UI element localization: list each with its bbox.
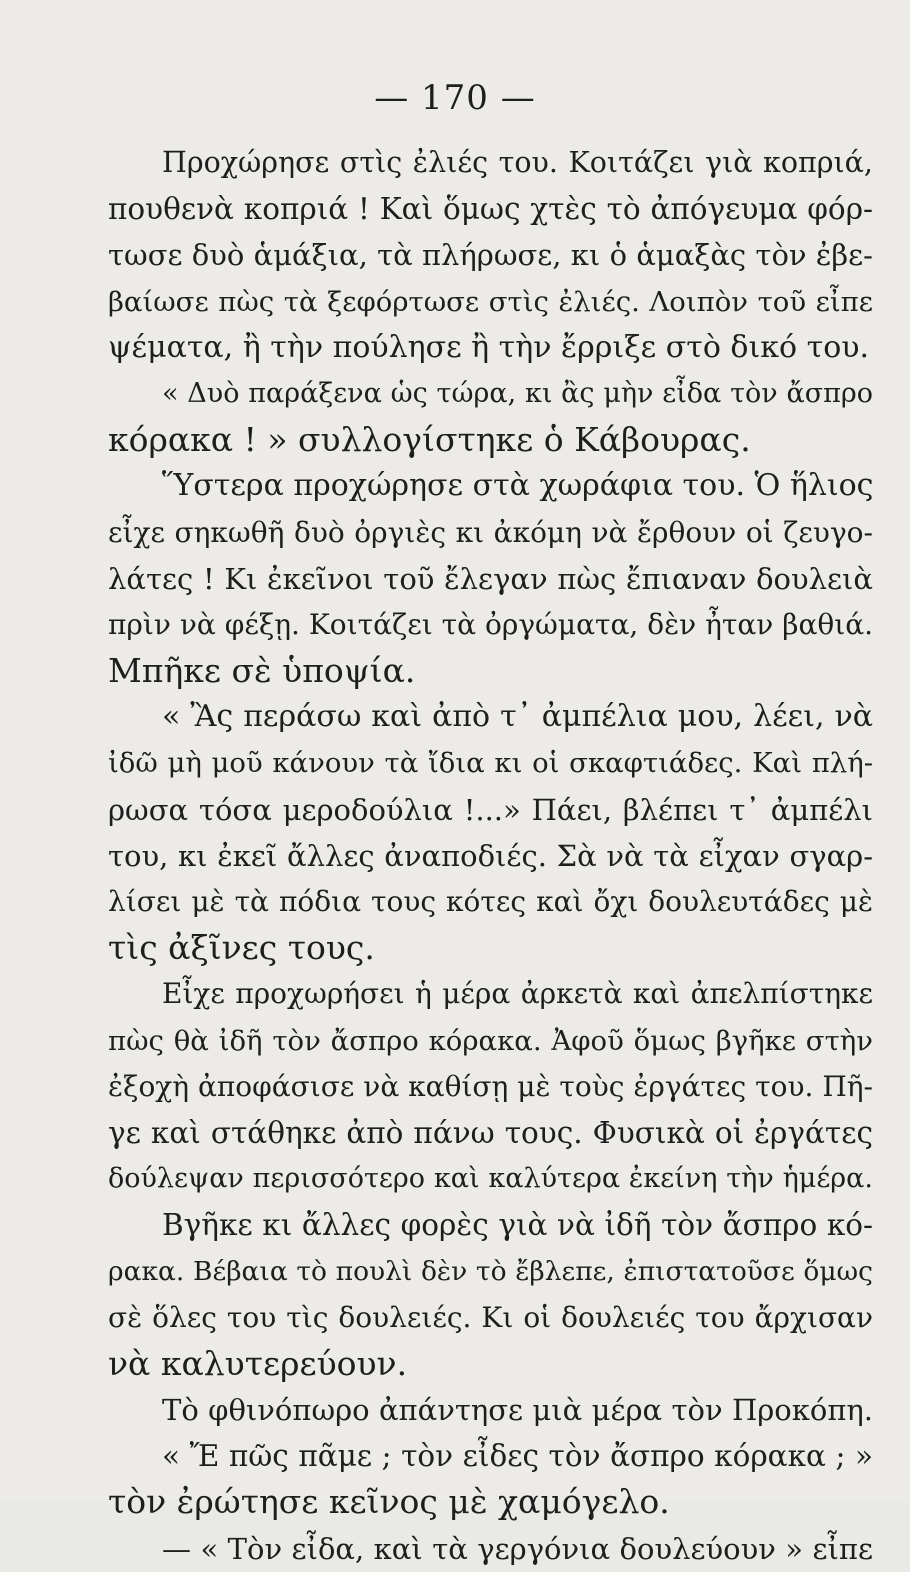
text-line bbox=[108, 186, 873, 232]
text-line bbox=[108, 648, 873, 694]
text-line-content: ρωσα τόσα μεροδούλια !...» Πάει, βλέπει τ᾽ ἀμπέλι bbox=[108, 792, 873, 827]
text-line bbox=[108, 971, 873, 1017]
text-line-content: « Ἂς περάσω καὶ ἀπὸ τ᾽ ἀμπέλια μου, λέει, νὰ bbox=[162, 699, 873, 735]
text-line bbox=[108, 833, 873, 879]
text-line bbox=[108, 1018, 873, 1064]
text-line bbox=[108, 925, 873, 971]
text-line bbox=[108, 556, 873, 602]
text-line bbox=[108, 1156, 873, 1202]
text-line bbox=[108, 1295, 873, 1341]
text-line bbox=[108, 602, 873, 648]
text-line bbox=[108, 694, 873, 740]
text-line bbox=[108, 879, 873, 925]
text-line bbox=[108, 371, 873, 417]
text-line-content: γε καὶ στάθηκε ἀπὸ πάνω τους. Φυσικὰ οἱ ἐργάτες bbox=[108, 1115, 873, 1150]
text-line-content: Προχώρησε στὶς ἐλιές του. Κοιτάζει γιὰ κοπριά, bbox=[162, 146, 873, 179]
text-line-content: δούλεψαν περισσότερο καὶ καλύτερα ἐκείνη τὴν ἡμέρα. bbox=[108, 1163, 873, 1195]
text-line bbox=[108, 1110, 873, 1156]
text-line bbox=[108, 325, 873, 371]
text-line bbox=[108, 1341, 873, 1387]
text-line-content: « Ἔ πῶς πᾶμε ; τὸν εἶδες τὸν ἄσπρο κόρακα ; » bbox=[162, 1439, 873, 1474]
text-line bbox=[108, 279, 873, 325]
text-line-content: Μπῆκε σὲ ὑποψία. bbox=[108, 651, 416, 691]
text-line-content: ρακα. Βέβαια τὸ πουλὶ δὲν τὸ ἔβλεπε, ἐπιστατοῦσε ὅμως bbox=[108, 1255, 873, 1287]
page-number: — 170 — bbox=[374, 78, 536, 118]
text-line bbox=[108, 510, 873, 556]
text-line bbox=[108, 1433, 873, 1479]
text-line-content: ἐξοχὴ ἀποφάσισε νὰ καθίσῃ μὲ τοὺς ἐργάτες του. Πῆ- bbox=[108, 1069, 873, 1103]
text-line bbox=[108, 1479, 873, 1525]
text-line-content: Τὸ φθινόπωρο ἀπάντησε μιὰ μέρα τὸν Προκόπη. bbox=[162, 1393, 873, 1428]
text-line bbox=[108, 787, 873, 833]
text-line-content: τὸν ἐρώτησε κεῖνος μὲ χαμόγελο. bbox=[108, 1482, 670, 1522]
text-line bbox=[108, 232, 873, 278]
text-line-content: « Δυὸ παράξενα ὡς τώρα, κι ἂς μὴν εἶδα τὸν ἄσπρο bbox=[162, 377, 873, 409]
text-line bbox=[108, 1249, 873, 1295]
text-line bbox=[108, 1526, 873, 1572]
text-line-content: Ὕστερα προχώρησε στὰ χωράφια του. Ὁ ἥλιος bbox=[162, 468, 874, 504]
text-line-content: λάτες ! Κι ἐκεῖνοι τοῦ ἔλεγαν πὼς ἔπιαναν δουλειὰ bbox=[108, 561, 873, 596]
text-line-content: τὶς ἀξῖνες τους. bbox=[108, 928, 375, 968]
text-line-content: — « Τὸν εἶδα, καὶ τὰ γεργόνια δουλεύουν » εἶπε bbox=[162, 1531, 873, 1566]
body-text bbox=[108, 140, 873, 1572]
text-line bbox=[108, 1202, 873, 1248]
text-line-content: σὲ ὅλες του τὶς δουλειές. Κι οἱ δουλειές του ἄρχισαν bbox=[108, 1300, 873, 1334]
text-line-content: τωσε δυὸ ἁμάξια, τὰ πλήρωσε, κι ὁ ἁμαξὰς τὸν ἐβε- bbox=[108, 238, 873, 273]
text-line-content: ψέματα, ἢ τὴν πούλησε ἢ τὴν ἔρριξε στὸ δικό του. bbox=[108, 329, 870, 365]
text-line bbox=[108, 1064, 873, 1110]
text-line bbox=[108, 140, 873, 186]
text-line-content: Εἶχε προχωρήσει ἡ μέρα ἀρκετὰ καὶ ἀπελπίστηκε bbox=[162, 977, 873, 1011]
text-line bbox=[108, 1387, 873, 1433]
text-line bbox=[108, 740, 873, 786]
text-line-content: κόρακα ! » συλλογίστηκε ὁ Κάβουρας. bbox=[108, 420, 751, 460]
text-line-content: βαίωσε πὼς τὰ ξεφόρτωσε στὶς ἐλιές. Λοιπὸν τοῦ εἶπε bbox=[108, 285, 873, 318]
text-line-content: Βγῆκε κι ἄλλες φορὲς γιὰ νὰ ἰδῆ τὸν ἄσπρο κό- bbox=[162, 1208, 873, 1243]
text-line-content: πουθενὰ κοπριά ! Καὶ ὅμως χτὲς τὸ ἀπόγευμα φόρ- bbox=[108, 192, 873, 227]
text-line-content: πρὶν νὰ φέξῃ. Κοιτάζει τὰ ὀργώματα, δὲν ἦταν βαθιά. bbox=[108, 607, 873, 641]
text-line-content: εἶχε σηκωθῆ δυὸ ὀργιὲς κι ἀκόμη νὰ ἔρθουν οἱ ζευγο- bbox=[108, 515, 873, 549]
text-line bbox=[108, 463, 873, 509]
text-line-content: λίσει μὲ τὰ πόδια τους κότες καὶ ὄχι δουλευτάδες μὲ bbox=[108, 885, 873, 918]
text-line-content: ἰδῶ μὴ μοῦ κάνουν τὰ ἴδια κι οἱ σκαφτιάδες. Καὶ πλή- bbox=[108, 747, 873, 780]
text-line bbox=[108, 417, 873, 463]
text-line-content: πὼς θὰ ἰδῆ τὸν ἄσπρο κόρακα. Ἀφοῦ ὅμως βγῆκε στὴν bbox=[108, 1024, 873, 1057]
text-line-content: νὰ καλυτερεύουν. bbox=[108, 1343, 408, 1383]
text-line-content: του, κι ἐκεῖ ἄλλες ἀναποδιές. Σὰ νὰ τὰ εἶχαν σγαρ- bbox=[108, 838, 873, 873]
